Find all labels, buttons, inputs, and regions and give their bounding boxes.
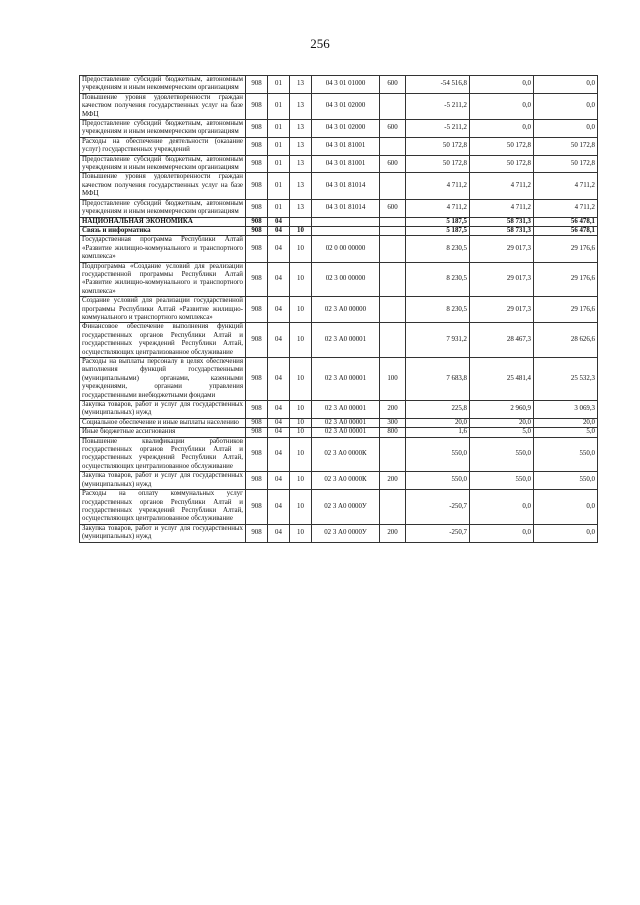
row-target-article-cell: 04 3 01 02000: [312, 93, 380, 119]
row-amount-1-cell: -250,7: [406, 524, 470, 542]
row-grbs-cell: 908: [246, 437, 268, 472]
row-section-cell: 04: [268, 358, 290, 401]
row-grbs-cell: 908: [246, 323, 268, 358]
row-section-cell: 04: [268, 323, 290, 358]
table-body: [80, 76, 598, 543]
row-section-cell: 01: [268, 173, 290, 199]
row-section-cell: 04: [268, 524, 290, 542]
row-expense-type-cell: [380, 137, 406, 155]
row-subsection-cell: 10: [290, 490, 312, 525]
row-subsection-cell: 13: [290, 76, 312, 94]
table-row: [80, 155, 598, 173]
table-row: [80, 437, 598, 472]
row-name-cell: Закупка товаров, работ и услуг для государственных (муниципальных) нужд: [80, 524, 246, 542]
row-grbs-cell: 908: [246, 199, 268, 217]
row-amount-2-cell: 0,0: [470, 490, 534, 525]
row-amount-3-cell: 29 176,6: [534, 262, 598, 297]
row-section-cell: 04: [268, 401, 290, 419]
row-target-article-cell: 02 3 А0 0000К: [312, 437, 380, 472]
row-amount-3-cell: 56 478,1: [534, 217, 598, 226]
row-amount-1-cell: 8 230,5: [406, 262, 470, 297]
row-subsection-cell: 10: [290, 297, 312, 323]
page-number: 256: [310, 36, 330, 51]
row-amount-3-cell: 50 172,8: [534, 137, 598, 155]
row-amount-1-cell: 7 683,8: [406, 358, 470, 401]
row-name-cell: Предоставление субсидий бюджетным, автономным учреждениям и иным некоммерческим организациям: [80, 76, 246, 94]
row-amount-3-cell: 0,0: [534, 524, 598, 542]
row-expense-type-cell: 800: [380, 428, 406, 437]
row-amount-3-cell: 0,0: [534, 120, 598, 138]
row-amount-1-cell: 550,0: [406, 437, 470, 472]
row-target-article-cell: 04 3 01 81001: [312, 155, 380, 173]
row-amount-1-cell: 4 711,2: [406, 173, 470, 199]
row-amount-3-cell: 56 478,1: [534, 226, 598, 235]
row-section-cell: 04: [268, 217, 290, 226]
table-row: [80, 323, 598, 358]
row-grbs-cell: 908: [246, 418, 268, 427]
row-target-article-cell: 02 3 А0 00001: [312, 323, 380, 358]
row-amount-2-cell: 5,0: [470, 428, 534, 437]
budget-table: [79, 75, 598, 543]
row-amount-1-cell: 8 230,5: [406, 236, 470, 262]
row-section-cell: 04: [268, 472, 290, 490]
row-amount-2-cell: 550,0: [470, 437, 534, 472]
table-row: [80, 297, 598, 323]
row-target-article-cell: 02 3 А0 0000У: [312, 524, 380, 542]
row-grbs-cell: 908: [246, 472, 268, 490]
row-grbs-cell: 908: [246, 137, 268, 155]
row-amount-1-cell: -250,7: [406, 490, 470, 525]
row-grbs-cell: 908: [246, 155, 268, 173]
row-amount-2-cell: 550,0: [470, 472, 534, 490]
table-row: [80, 401, 598, 419]
row-section-cell: 01: [268, 120, 290, 138]
table-row: [80, 120, 598, 138]
row-amount-2-cell: 0,0: [470, 120, 534, 138]
row-section-cell: 04: [268, 418, 290, 427]
row-amount-3-cell: 29 176,6: [534, 297, 598, 323]
row-subsection-cell: 13: [290, 120, 312, 138]
row-subsection-cell: 10: [290, 262, 312, 297]
row-grbs-cell: 908: [246, 490, 268, 525]
row-target-article-cell: 02 3 А0 00001: [312, 418, 380, 427]
row-amount-1-cell: -5 211,2: [406, 120, 470, 138]
row-expense-type-cell: [380, 226, 406, 235]
row-grbs-cell: 908: [246, 173, 268, 199]
row-expense-type-cell: [380, 217, 406, 226]
row-amount-1-cell: 5 187,5: [406, 226, 470, 235]
row-amount-2-cell: 2 960,9: [470, 401, 534, 419]
row-expense-type-cell: [380, 173, 406, 199]
row-expense-type-cell: 600: [380, 155, 406, 173]
row-grbs-cell: 908: [246, 76, 268, 94]
row-amount-1-cell: 50 172,8: [406, 137, 470, 155]
row-section-cell: 01: [268, 93, 290, 119]
table-row: [80, 137, 598, 155]
row-expense-type-cell: [380, 323, 406, 358]
row-target-article-cell: 02 3 А0 00001: [312, 428, 380, 437]
table-row: [80, 217, 598, 226]
row-amount-2-cell: 0,0: [470, 524, 534, 542]
row-subsection-cell: 10: [290, 236, 312, 262]
row-subsection-cell: 13: [290, 155, 312, 173]
table-row: [80, 199, 598, 217]
row-subsection-cell: 10: [290, 418, 312, 427]
row-expense-type-cell: [380, 297, 406, 323]
row-expense-type-cell: 600: [380, 120, 406, 138]
row-section-cell: 04: [268, 262, 290, 297]
row-name-cell: Повышение уровня удовлетворенности граждан качеством получения государственных услуг на базе МФЦ: [80, 173, 246, 199]
row-subsection-cell: [290, 217, 312, 226]
row-grbs-cell: 908: [246, 262, 268, 297]
row-subsection-cell: 10: [290, 323, 312, 358]
row-name-cell: Расходы на выплаты персоналу в целях обеспечения выполнения функций государственными (муниципальными) органами, казенными учреждениями, органами управления государственными внебюджетными фондами: [80, 358, 246, 401]
row-amount-2-cell: 28 467,3: [470, 323, 534, 358]
row-section-cell: 04: [268, 437, 290, 472]
row-expense-type-cell: 600: [380, 76, 406, 94]
row-amount-2-cell: 4 711,2: [470, 173, 534, 199]
row-target-article-cell: 04 3 01 81014: [312, 199, 380, 217]
table-row: [80, 358, 598, 401]
row-expense-type-cell: [380, 437, 406, 472]
row-name-cell: Расходы на обеспечение деятельности (оказание услуг) государственных учреждений: [80, 137, 246, 155]
row-amount-1-cell: -54 516,8: [406, 76, 470, 94]
row-expense-type-cell: [380, 262, 406, 297]
row-amount-3-cell: 28 626,6: [534, 323, 598, 358]
row-target-article-cell: 02 0 00 00000: [312, 236, 380, 262]
row-name-cell: Повышение квалификации работников государственных органов Республики Алтай и государственных учреждений Республики Алтай, осуществляющих централизованное обслуживание: [80, 437, 246, 472]
row-grbs-cell: 908: [246, 401, 268, 419]
row-amount-2-cell: 20,0: [470, 418, 534, 427]
row-subsection-cell: 13: [290, 199, 312, 217]
row-expense-type-cell: [380, 490, 406, 525]
row-section-cell: 04: [268, 297, 290, 323]
row-target-article-cell: 04 3 01 01000: [312, 76, 380, 94]
table-row: [80, 490, 598, 525]
row-section-cell: 01: [268, 155, 290, 173]
row-subsection-cell: 13: [290, 137, 312, 155]
row-grbs-cell: 908: [246, 217, 268, 226]
row-expense-type-cell: [380, 236, 406, 262]
row-section-cell: 04: [268, 428, 290, 437]
row-target-article-cell: 02 3 А0 0000К: [312, 472, 380, 490]
row-amount-1-cell: 7 931,2: [406, 323, 470, 358]
row-subsection-cell: 10: [290, 428, 312, 437]
row-amount-3-cell: 50 172,8: [534, 155, 598, 173]
row-name-cell: Создание условий для реализации государственной программы Республики Алтай «Развитие жилищно-коммунального и транспортного комплекса»: [80, 297, 246, 323]
row-name-cell: Повышение уровня удовлетворенности граждан качеством получения государственных услуг на базе МФЦ: [80, 93, 246, 119]
row-amount-1-cell: 20,0: [406, 418, 470, 427]
row-amount-1-cell: -5 211,2: [406, 93, 470, 119]
row-amount-3-cell: 25 532,3: [534, 358, 598, 401]
row-amount-3-cell: 20,0: [534, 418, 598, 427]
row-amount-1-cell: 550,0: [406, 472, 470, 490]
row-target-article-cell: 02 3 А0 00001: [312, 401, 380, 419]
row-expense-type-cell: 200: [380, 524, 406, 542]
row-amount-1-cell: 225,8: [406, 401, 470, 419]
row-section-cell: 01: [268, 76, 290, 94]
row-target-article-cell: 04 3 01 02000: [312, 120, 380, 138]
row-name-cell: Предоставление субсидий бюджетным, автономным учреждениям и иным некоммерческим организациям: [80, 155, 246, 173]
row-amount-3-cell: 0,0: [534, 93, 598, 119]
row-grbs-cell: 908: [246, 297, 268, 323]
row-amount-2-cell: 29 017,3: [470, 236, 534, 262]
row-amount-2-cell: 50 172,8: [470, 155, 534, 173]
row-target-article-cell: 02 3 А0 0000У: [312, 490, 380, 525]
row-name-cell: Закупка товаров, работ и услуг для государственных (муниципальных) нужд: [80, 401, 246, 419]
row-subsection-cell: 13: [290, 93, 312, 119]
row-subsection-cell: 10: [290, 524, 312, 542]
row-amount-2-cell: 0,0: [470, 76, 534, 94]
row-expense-type-cell: 100: [380, 358, 406, 401]
row-amount-2-cell: 25 481,4: [470, 358, 534, 401]
row-amount-1-cell: 1,6: [406, 428, 470, 437]
row-subsection-cell: 10: [290, 472, 312, 490]
row-subsection-cell: 10: [290, 358, 312, 401]
row-amount-3-cell: 0,0: [534, 76, 598, 94]
row-amount-3-cell: 3 069,3: [534, 401, 598, 419]
table-row: [80, 472, 598, 490]
row-amount-3-cell: 29 176,6: [534, 236, 598, 262]
row-target-article-cell: 04 3 01 81014: [312, 173, 380, 199]
row-amount-1-cell: 50 172,8: [406, 155, 470, 173]
row-amount-2-cell: 58 731,3: [470, 217, 534, 226]
table-row: [80, 93, 598, 119]
row-name-cell: Финансовое обеспечение выполнения функций государственных органов Республики Алтай и государственных учреждений Республики Алтай, осуществляющих централизованное обслуживание: [80, 323, 246, 358]
row-section-cell: 04: [268, 226, 290, 235]
row-expense-type-cell: [380, 93, 406, 119]
row-amount-3-cell: 5,0: [534, 428, 598, 437]
row-name-cell: Иные бюджетные ассигнования: [80, 428, 246, 437]
table-row: [80, 236, 598, 262]
row-name-cell: НАЦИОНАЛЬНАЯ ЭКОНОМИКА: [80, 217, 246, 226]
table-row: [80, 428, 598, 437]
row-subsection-cell: 13: [290, 173, 312, 199]
row-expense-type-cell: 300: [380, 418, 406, 427]
row-target-article-cell: [312, 226, 380, 235]
row-section-cell: 01: [268, 199, 290, 217]
row-target-article-cell: 02 3 00 00000: [312, 262, 380, 297]
row-target-article-cell: 02 3 А0 00000: [312, 297, 380, 323]
row-section-cell: 04: [268, 236, 290, 262]
row-amount-2-cell: 50 172,8: [470, 137, 534, 155]
table-row: [80, 418, 598, 427]
row-amount-3-cell: 550,0: [534, 472, 598, 490]
row-amount-1-cell: 4 711,2: [406, 199, 470, 217]
row-name-cell: Социальное обеспечение и иные выплаты населению: [80, 418, 246, 427]
row-name-cell: Предоставление субсидий бюджетным, автономным учреждениям и иным некоммерческим организациям: [80, 199, 246, 217]
row-amount-2-cell: 29 017,3: [470, 297, 534, 323]
row-amount-1-cell: 5 187,5: [406, 217, 470, 226]
row-name-cell: Предоставление субсидий бюджетным, автономным учреждениям и иным некоммерческим организациям: [80, 120, 246, 138]
row-name-cell: Связь и информатика: [80, 226, 246, 235]
row-amount-2-cell: 58 731,3: [470, 226, 534, 235]
table-row: [80, 226, 598, 235]
row-grbs-cell: 908: [246, 93, 268, 119]
table-row: [80, 76, 598, 94]
row-amount-2-cell: 4 711,2: [470, 199, 534, 217]
row-name-cell: Закупка товаров, работ и услуг для государственных (муниципальных) нужд: [80, 472, 246, 490]
row-grbs-cell: 908: [246, 120, 268, 138]
row-amount-3-cell: 550,0: [534, 437, 598, 472]
row-subsection-cell: 10: [290, 401, 312, 419]
row-target-article-cell: 04 3 01 81001: [312, 137, 380, 155]
row-amount-1-cell: 8 230,5: [406, 297, 470, 323]
row-name-cell: Подпрограмма «Создание условий для реализации государственной программы Республики Алтай «Развитие жилищно-коммунального и транспортного комплекса»: [80, 262, 246, 297]
row-expense-type-cell: 600: [380, 199, 406, 217]
row-amount-2-cell: 29 017,3: [470, 262, 534, 297]
row-grbs-cell: 908: [246, 524, 268, 542]
row-target-article-cell: 02 3 А0 00001: [312, 358, 380, 401]
row-grbs-cell: 908: [246, 428, 268, 437]
table-row: [80, 524, 598, 542]
row-subsection-cell: 10: [290, 226, 312, 235]
row-amount-3-cell: 0,0: [534, 490, 598, 525]
row-amount-3-cell: 4 711,2: [534, 199, 598, 217]
row-section-cell: 04: [268, 490, 290, 525]
table-row: [80, 262, 598, 297]
row-target-article-cell: [312, 217, 380, 226]
row-grbs-cell: 908: [246, 236, 268, 262]
row-grbs-cell: 908: [246, 226, 268, 235]
row-section-cell: 01: [268, 137, 290, 155]
row-subsection-cell: 10: [290, 437, 312, 472]
row-amount-2-cell: 0,0: [470, 93, 534, 119]
row-expense-type-cell: 200: [380, 472, 406, 490]
row-grbs-cell: 908: [246, 358, 268, 401]
table-row: [80, 173, 598, 199]
row-expense-type-cell: 200: [380, 401, 406, 419]
row-name-cell: Государственная программа Республики Алтай «Развитие жилищно-коммунального и транспортного комплекса»: [80, 236, 246, 262]
row-name-cell: Расходы на оплату коммунальных услуг государственных органов Республики Алтай и государственных учреждений Республики Алтай, осуществляющих централизованное обслуживание: [80, 490, 246, 525]
row-amount-3-cell: 4 711,2: [534, 173, 598, 199]
